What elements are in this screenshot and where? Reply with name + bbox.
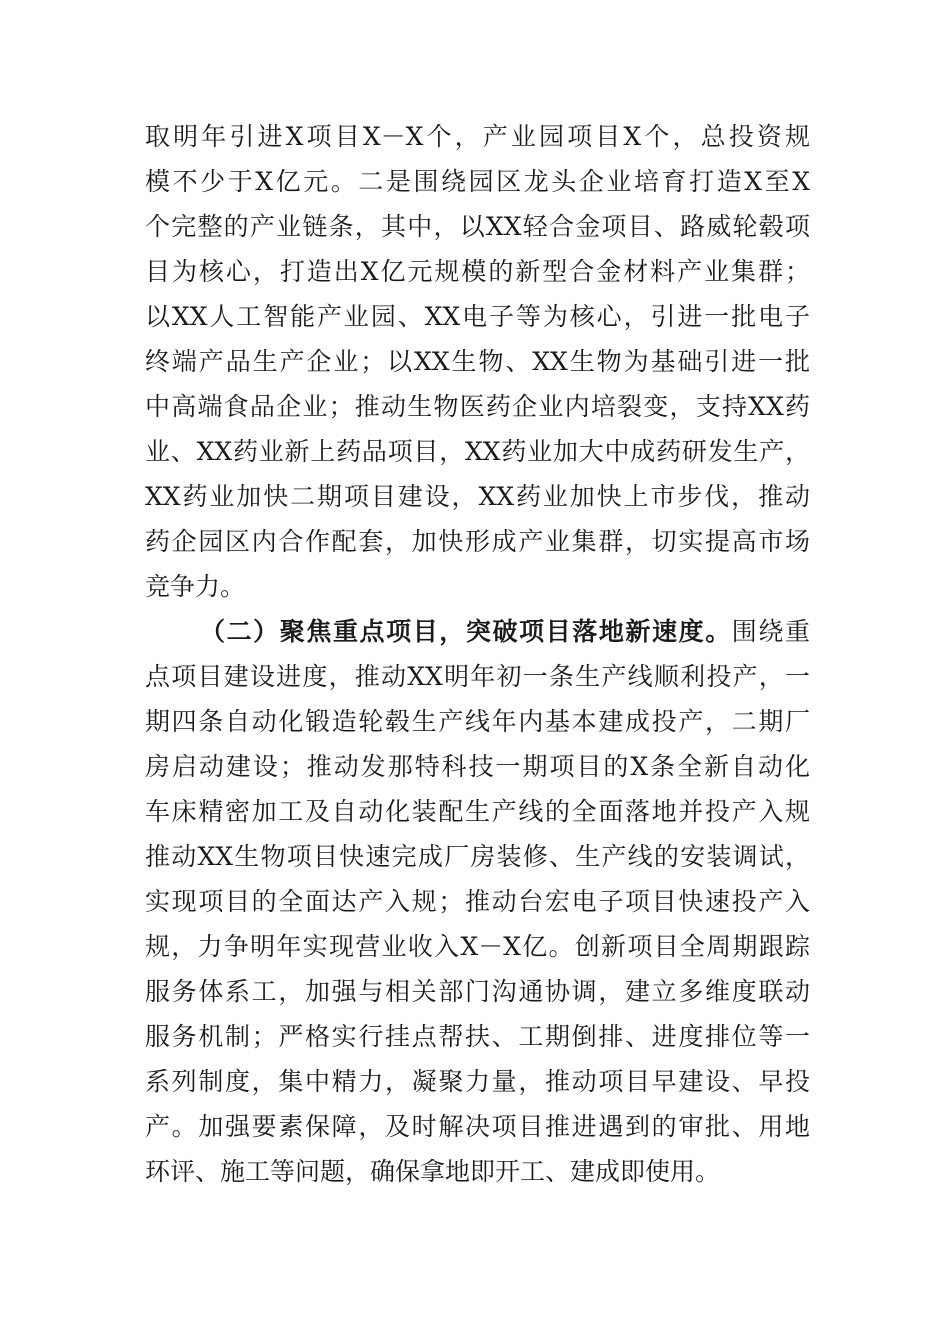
text-line: 终端产品生产企业；以XX生物、XX生物为基础引进一批: [145, 347, 810, 376]
text-line: XX药业加快二期项目建设，XX药业加快上市步伐，推动: [145, 482, 810, 511]
text-line: 药企园区内合作配套，加快形成产业集群，切实提高市场: [145, 527, 810, 556]
text-line: 规，力争明年实现营业收入X－X亿。创新项目全周期跟踪: [145, 932, 810, 961]
text-line: 环评、施工等问题，确保拿地即开工、建成即使用。: [145, 1157, 721, 1186]
text-line: 车床精密加工及自动化装配生产线的全面落地并投产入规: [145, 797, 810, 826]
text-line: 中高端食品企业；推动生物医药企业内培裂变，支持XX药: [145, 392, 810, 421]
paragraph-2-first-line: [145, 609, 810, 654]
text-line: 系列制度，集中精力，凝聚力量，推动项目早建设、早投: [145, 1067, 810, 1096]
text-line: 推动XX生物项目快速完成厂房装修、生产线的安装调试，: [145, 842, 810, 871]
text-line: 以XX人工智能产业园、XX电子等为核心，引进一批电子: [145, 302, 810, 331]
text-line: 竞争力。: [145, 572, 246, 601]
document-body: [145, 114, 810, 1194]
text-line: 服务机制；严格实行挂点帮扶、工期倒排、进度排位等一: [145, 1022, 810, 1051]
section-heading: （二）聚焦重点项目，突破项目落地新速度。: [200, 617, 732, 646]
text-line: 房启动建设；推动发那特科技一期项目的X条全新自动化: [145, 752, 810, 781]
heading-trailing-text: 围绕重: [731, 617, 810, 646]
text-line: 业、XX药业新上药品项目，XX药业加大中成药研发生产，: [145, 437, 810, 466]
text-line: 期四条自动化锻造轮毂生产线年内基本建成投产，二期厂: [145, 707, 810, 736]
text-line: 个完整的产业链条，其中，以XX轻合金项目、路威轮毂项: [145, 212, 810, 241]
paragraph-2: [145, 609, 810, 1194]
text-line: 产。加强要素保障，及时解决项目推进遇到的审批、用地: [145, 1112, 810, 1141]
text-line: 实现项目的全面达产入规；推动台宏电子项目快速投产入: [145, 887, 810, 916]
text-line: 服务体系工，加强与相关部门沟通协调，建立多维度联动: [145, 977, 810, 1006]
text-line: 取明年引进X项目X－X个，产业园项目X个，总投资规: [145, 122, 810, 151]
paragraph-1: [145, 114, 810, 609]
text-line: 点项目建设进度，推动XX明年初一条生产线顺利投产，一: [145, 662, 810, 691]
text-line: 目为核心，打造出X亿元规模的新型合金材料产业集群；: [145, 257, 810, 286]
text-line: 模不少于X亿元。二是围绕园区龙头企业培育打造X至X: [145, 167, 810, 196]
